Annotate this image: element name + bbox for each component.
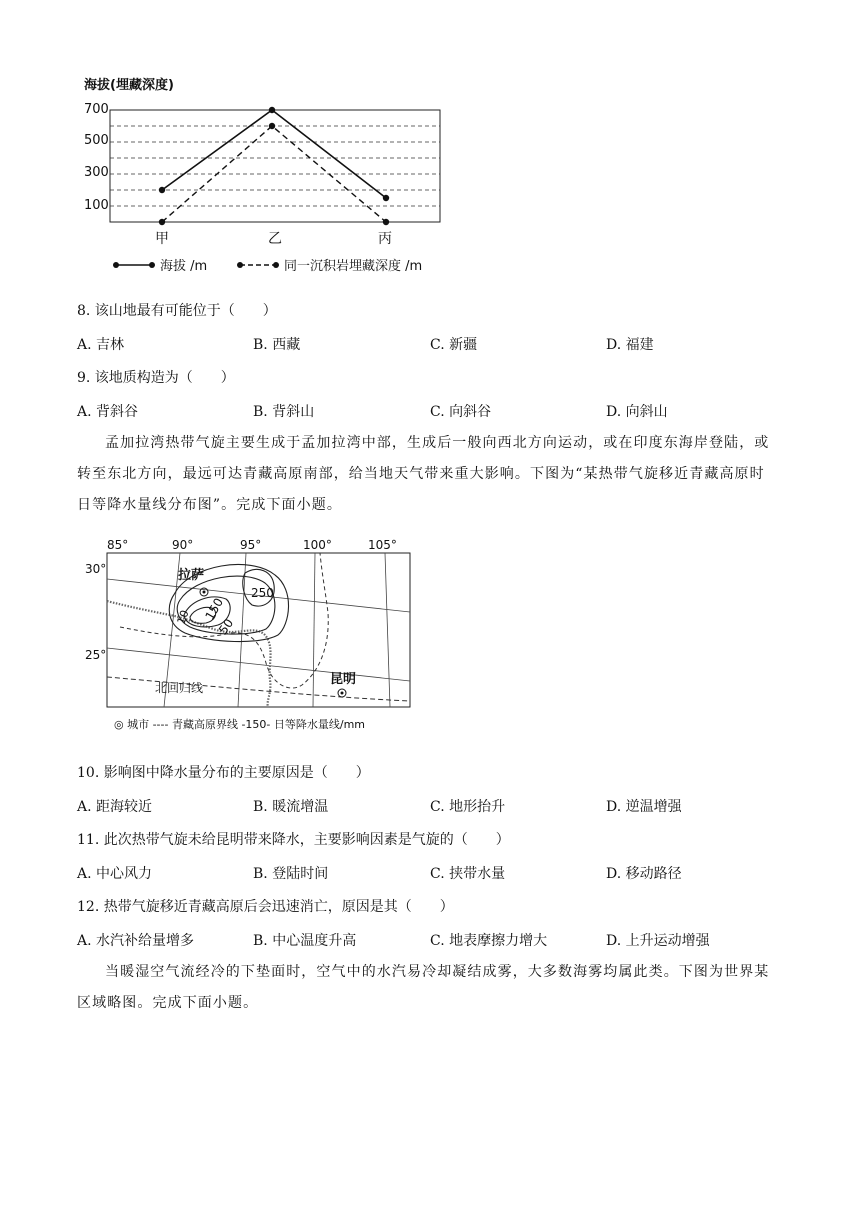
- series-elevation-line: [162, 110, 386, 198]
- question-11-option-c[interactable]: C. 挟带水量: [430, 866, 506, 882]
- map-tropic-line: [107, 677, 410, 701]
- chart1-y-title: 海拔(埋藏深度): [84, 78, 174, 93]
- question-8-option-d[interactable]: D. 福建: [606, 337, 654, 353]
- map-isohyet-150: 150: [202, 595, 227, 623]
- chart1-gridlines: [110, 126, 440, 206]
- map-frame: [107, 553, 410, 707]
- map-lon-90: 90°: [172, 538, 194, 552]
- city-kunming-label: 昆明: [330, 672, 357, 687]
- passage-cyclone: [77, 428, 777, 521]
- question-10-option-d[interactable]: D. 逆温增强: [606, 799, 682, 815]
- elevation-point-乙: [269, 107, 275, 113]
- map-legend: ◎ 城市 ---- 青藏高原界线 -150- 日等降水量线/mm: [114, 718, 366, 731]
- question-8-stem: 8. 该山地最有可能位于（ ）: [77, 303, 277, 319]
- question-8-option-b[interactable]: B. 西藏: [253, 337, 301, 353]
- elevation-point-丙: [383, 195, 389, 201]
- passage-sea-fog-text: 当暖湿空气流经冷的下垫面时，空气中的水汽易冷却凝结成雾，大多数海雾均属此类。下图为世界某区域略图。完成下面小题。: [77, 964, 770, 1011]
- question-10-option-a[interactable]: A. 距海较近: [77, 799, 153, 815]
- question-12-option-d[interactable]: D. 上升运动增强: [606, 933, 710, 949]
- chart1-ytick-700: 700: [84, 102, 109, 117]
- chart1-ytick-100: 100: [84, 198, 109, 213]
- elevation-profile-chart: [80, 72, 460, 282]
- chart1-ytick-500: 500: [84, 133, 109, 148]
- city-kunming-marker: [338, 689, 346, 697]
- precipitation-map: [80, 535, 420, 740]
- map-isohyet-10: 10: [174, 608, 192, 627]
- chart1-legend: [113, 258, 422, 274]
- question-12-option-b[interactable]: B. 中心温度升高: [253, 933, 357, 949]
- map-lon-95: 95°: [240, 538, 262, 552]
- chart1-legend-elevation: 海拔 /m: [160, 259, 208, 274]
- question-9-option-a[interactable]: A. 背斜谷: [77, 404, 139, 420]
- question-11-option-d[interactable]: D. 移动路径: [606, 866, 682, 882]
- question-8-option-c[interactable]: C. 新疆: [430, 337, 478, 353]
- question-9-stem: 9. 该地质构造为（ ）: [77, 370, 235, 386]
- question-10-option-b[interactable]: B. 暖流增温: [253, 799, 329, 815]
- passage-sea-fog: [77, 957, 777, 1019]
- chart1-series-layer: [159, 107, 389, 225]
- question-10-option-c[interactable]: C. 地形抬升: [430, 799, 506, 815]
- map-tropic-label: 北回归线: [155, 681, 204, 695]
- question-12-stem: 12. 热带气旋移近青藏高原后会迅速消亡，原因是其（ ）: [77, 899, 454, 915]
- map-lat-30: 30°: [85, 562, 107, 576]
- map-lon-85: 85°: [107, 538, 129, 552]
- map-isohyet-250: 250: [251, 586, 274, 600]
- question-11-option-b[interactable]: B. 登陆时间: [253, 866, 329, 882]
- depth-point-甲: [159, 219, 165, 225]
- question-9-option-d[interactable]: D. 向斜山: [606, 404, 668, 420]
- depth-point-乙: [269, 123, 275, 129]
- map-lat-25: 25°: [85, 648, 107, 662]
- question-12-option-a[interactable]: A. 水汽补给量增多: [77, 933, 195, 949]
- question-10-stem: 10. 影响图中降水量分布的主要原因是（ ）: [77, 765, 370, 781]
- chart1-xlabel-yi: 乙: [268, 231, 282, 247]
- city-lhasa-label: 拉萨: [178, 568, 205, 583]
- map-lon-105: 105°: [368, 538, 397, 552]
- map-lon-100: 100°: [303, 538, 332, 552]
- map-graticule: [107, 553, 410, 707]
- chart1-xlabel-jia: 甲: [155, 231, 169, 247]
- elevation-point-甲: [159, 187, 165, 193]
- depth-point-丙: [383, 219, 389, 225]
- question-9-option-c[interactable]: C. 向斜谷: [430, 404, 492, 420]
- question-11-stem: 11. 此次热带气旋未给昆明带来降水，主要影响因素是气旋的（ ）: [77, 832, 510, 848]
- question-12-option-c[interactable]: C. 地表摩擦力增大: [430, 933, 548, 949]
- question-11-option-a[interactable]: A. 中心风力: [77, 866, 153, 882]
- question-8-option-a[interactable]: A. 吉林: [77, 337, 125, 353]
- question-9-option-b[interactable]: B. 背斜山: [253, 404, 315, 420]
- passage-cyclone-text: 孟加拉湾热带气旋主要生成于孟加拉湾中部，生成后一般向西北方向运动，或在印度东海岸登陆，或转至东北方向，最远可达青藏高原南部，给当地天气带来重大影响。下图为“某热带气旋移近青藏高原时日等降水量线分布图”。完成下面小题。: [77, 435, 770, 513]
- map-isohyet-50: 50: [215, 616, 237, 637]
- chart1-xlabel-bing: 丙: [378, 231, 392, 247]
- chart1-legend-depth: 同一沉积岩埋藏深度 /m: [284, 259, 423, 274]
- chart1-ytick-300: 300: [84, 165, 109, 180]
